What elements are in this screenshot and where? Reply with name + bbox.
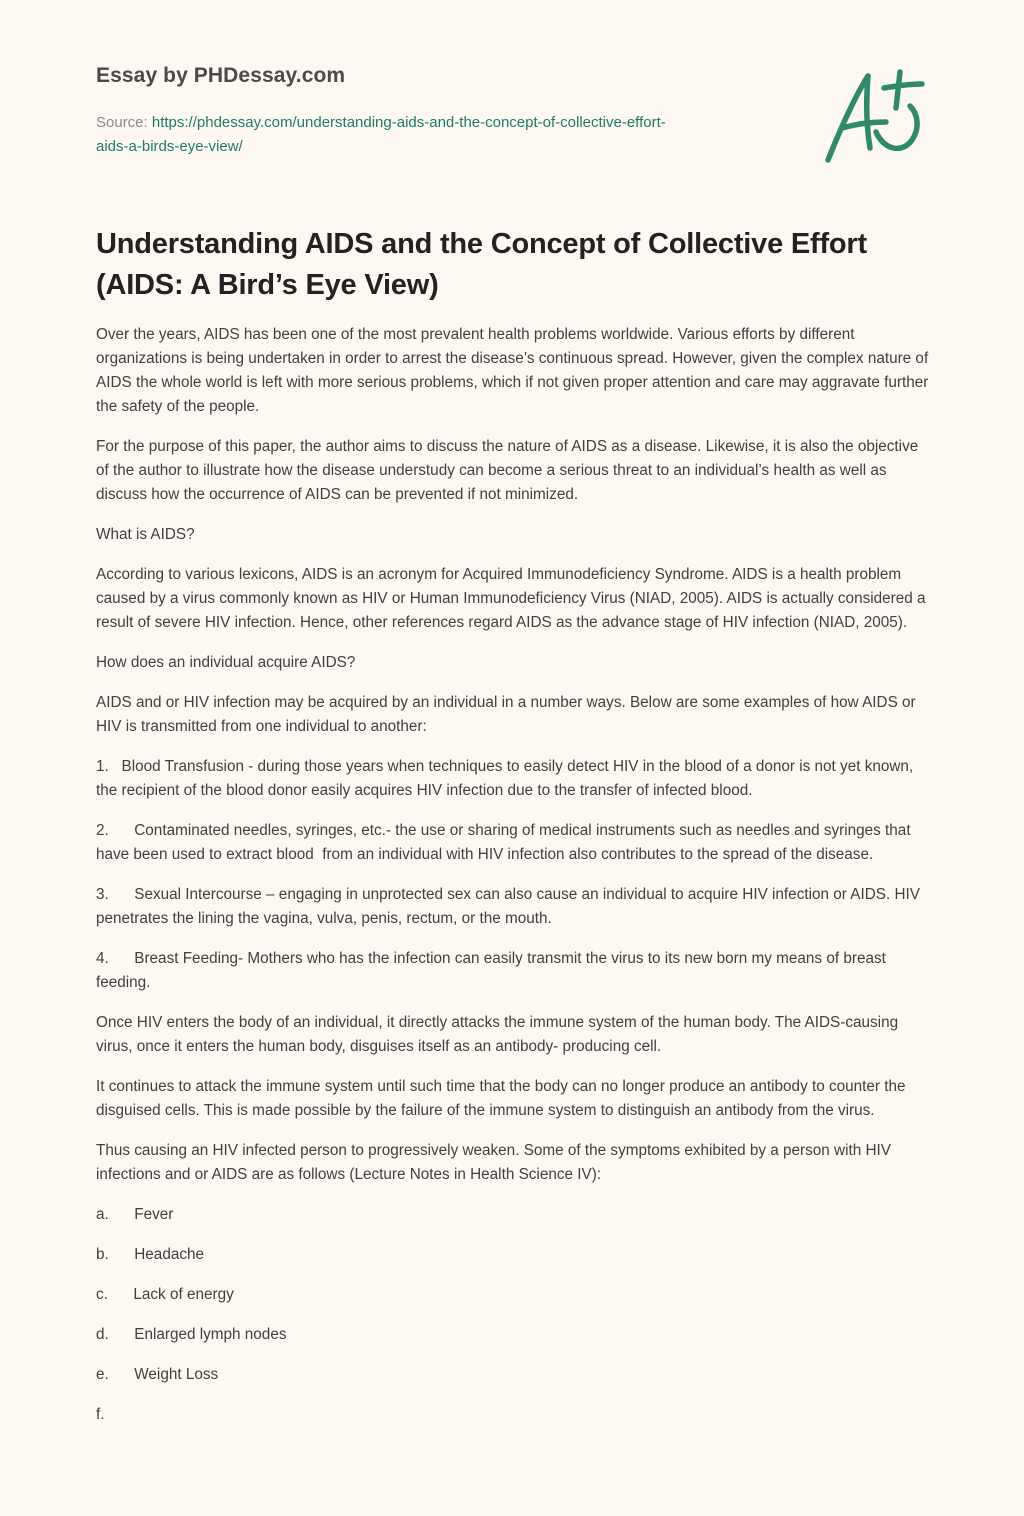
essay-title: Understanding AIDS and the Concept of Collective Effort (AIDS: A Bird’s Eye View) bbox=[96, 228, 867, 301]
list-item: 4. Breast Feeding- Mothers who has the infection can easily transmit the virus to its new born my means of breast feeding. bbox=[96, 950, 891, 991]
list-item: 3. Sexual Intercourse – engaging in unprotected sex can also cause an individual to acquire HIV infection or AIDS. HIV penetrates the lining the vagina, vulva, penis, rectum, or the mouth. bbox=[96, 886, 925, 927]
essay-body bbox=[96, 323, 932, 1443]
source-label: Source: bbox=[96, 114, 152, 131]
symptom-item: c. Lack of energy bbox=[96, 1286, 234, 1303]
symptom-item: e. Weight Loss bbox=[96, 1366, 219, 1383]
list-item: 2. Contaminated needles, syringes, etc.- the use or sharing of medical instruments such as needles and syringes that have been used to extract blood from an individual with HIV infection also contributes to the spread of the disease. bbox=[96, 822, 915, 863]
symptom-item: f. bbox=[96, 1406, 105, 1423]
a-plus-grade-icon bbox=[824, 66, 928, 166]
source-link-line-1: https://phdessay.com/understanding-aids-and-the-concept-of-collective-effort- bbox=[151, 114, 666, 131]
symptom-item: d. Enlarged lymph nodes bbox=[96, 1326, 287, 1343]
list-item: 1. Blood Transfusion - during those years when techniques to easily detect HIV in the blood of a donor is not yet known, the recipient of the blood donor easily acquires HIV infection due to the transfer of infected blood. bbox=[96, 758, 918, 799]
source-line bbox=[96, 111, 776, 159]
paragraph: For the purpose of this paper, the author aims to discuss the nature of AIDS as a disease. Likewise, it is also the objective of the author to illustrate how the disease understudy can become a serious threat to an individual’s health as well as discuss how the occurrence of AIDS can be prevented if not minimized. bbox=[96, 438, 919, 503]
paragraph: Once HIV enters the body of an individual, it directly attacks the immune system of the human body. The AIDS-causing virus, once it enters the human body, disguises itself as an antibody- producing cell. bbox=[96, 1014, 899, 1055]
paragraph: Thus causing an HIV infected person to progressively weaken. Some of the symptoms exhibited by a person with HIV infections and or AIDS are as follows (Lecture Notes in Health Science IV): bbox=[96, 1142, 891, 1183]
source-link-line-2: aids-a-birds-eye-view/ bbox=[96, 138, 243, 155]
paragraph: Over the years, AIDS has been one of the most prevalent health problems worldwide. Various efforts by different organizations is being undertaken in order to arrest the disease’s continuous spread. However, given the complex nature of AIDS the whole world is left with more serious problems, which if not given proper attention and care may aggravate further the safety of the people. bbox=[96, 326, 929, 415]
paragraph: According to various lexicons, AIDS is an acronym for Acquired Immunodeficiency Syndrome. AIDS is a health problem caused by a virus commonly known as HIV or Human Immunodeficiency Virus (NIAD, 2005). AIDS is actually considered a result of severe HIV infection. Hence, other references regard AIDS as the advance stage of HIV infection (NIAD, 2005). bbox=[96, 566, 926, 631]
symptom-item: a. Fever bbox=[96, 1206, 174, 1223]
section-question: What is AIDS? bbox=[96, 526, 195, 543]
paragraph: AIDS and or HIV infection may be acquired by an individual in a number ways. Below are some examples of how AIDS or HIV is transmitted from one individual to another: bbox=[96, 694, 916, 735]
source-link[interactable] bbox=[96, 114, 666, 155]
paragraph: It continues to attack the immune system until such time that the body can no longer produce an antibody to counter the disguised cells. This is made possible by the failure of the immune system to distinguish an antibody from the virus. bbox=[96, 1078, 906, 1119]
symptom-item: b. Headache bbox=[96, 1246, 204, 1263]
site-brand: Essay by PHDessay.com bbox=[96, 64, 346, 87]
section-question: How does an individual acquire AIDS? bbox=[96, 654, 356, 671]
